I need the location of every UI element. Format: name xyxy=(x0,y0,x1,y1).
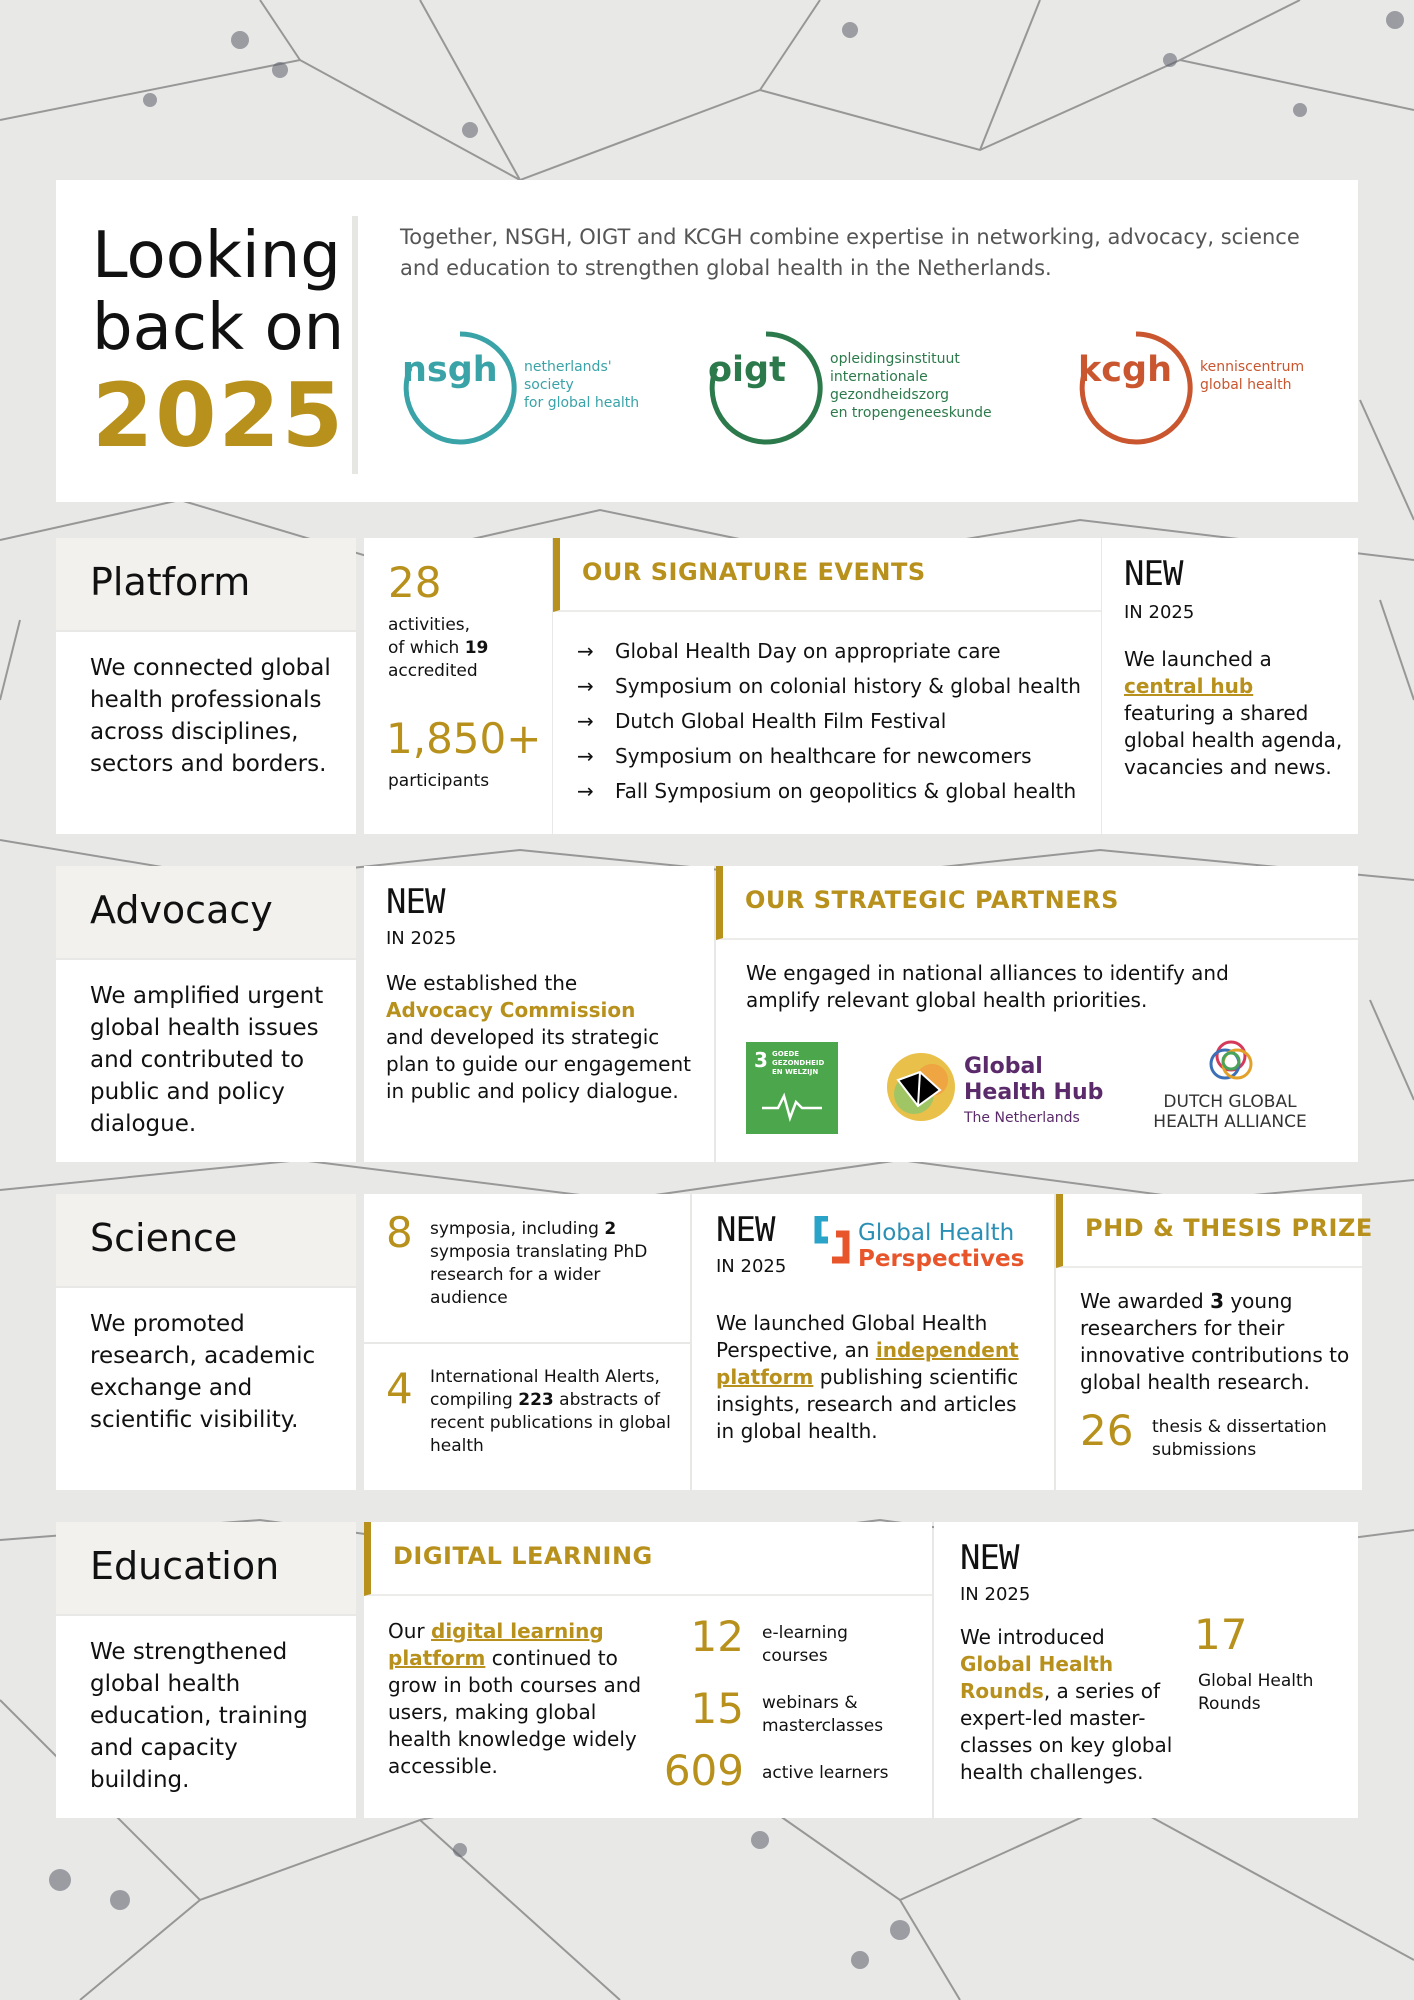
strategic-partners-title: OUR STRATEGIC PARTNERS xyxy=(745,886,1119,914)
ghp-text: We launched Global Health Perspective, an independent platform publishing scientific insights, research and articles in global health. xyxy=(716,1311,1019,1443)
sdg3-logo xyxy=(746,1042,838,1134)
science-heading: Science xyxy=(90,1216,238,1260)
global-health-hub-logo xyxy=(884,1050,1104,1130)
central-hub-text: We launched a central hub featuring a shared global health agenda, vacancies and news. xyxy=(1124,647,1343,779)
science-new-cell xyxy=(692,1194,1054,1490)
hero-intro: Together, NSGH, OIGT and KCGH combine expertise in networking, advocacy, science and education to strengthen global health in the Netherlands. xyxy=(400,225,1300,280)
new-label: NEW xyxy=(1124,554,1183,594)
platform-description: We connected global health professionals across disciplines, sectors and borders. xyxy=(90,655,331,777)
gh-rounds-highlight: Global Health Rounds xyxy=(960,1652,1114,1703)
dgha-name: DUTCH GLOBAL HEALTH ALLIANCE xyxy=(1153,1092,1307,1132)
oigt-acronym: oigt xyxy=(708,350,786,390)
advocacy-commission-text: We established the Advocacy Commission and developed its strategic plan to guide our engagement in public and policy dialogue. xyxy=(386,971,691,1103)
strategic-partners-cell xyxy=(716,866,1358,1162)
science-description-cell xyxy=(56,1288,356,1490)
learners-label: active learners xyxy=(762,1763,889,1783)
oigt-name: opleidingsinstituut internationale gezondheidszorg en tropengeneeskunde xyxy=(830,351,992,421)
digital-learning-title-band xyxy=(364,1522,932,1596)
kcgh-acronym: kcgh xyxy=(1078,350,1172,390)
science-heading-cell xyxy=(56,1194,356,1286)
alerts-stat-cell xyxy=(364,1344,690,1490)
learners-number: 609 xyxy=(663,1746,744,1795)
new-label: NEW xyxy=(960,1538,1019,1578)
symposia-label: symposia, including 2 symposia translating PhD research for a wider audience xyxy=(430,1219,648,1308)
new-label: NEW xyxy=(386,882,445,922)
alliance-rings-icon xyxy=(1204,1034,1258,1088)
ghp-name: Global Health Perspectives xyxy=(858,1220,1025,1272)
globe-network-icon xyxy=(884,1050,958,1124)
dutch-global-health-alliance-logo xyxy=(1140,1034,1320,1134)
digital-learning-title: DIGITAL LEARNING xyxy=(393,1542,653,1570)
arrow-right-icon: → xyxy=(577,639,594,663)
digital-learning-text: Our digital learning platform continued to grow in both courses and users, making global health knowledge widely accessible. xyxy=(388,1619,642,1778)
arrow-right-icon: → xyxy=(577,674,594,698)
kcgh-name: kenniscentrum global health xyxy=(1200,359,1305,393)
event-item: → Symposium on healthcare for newcomers xyxy=(577,739,1081,774)
event-item: → Symposium on colonial history & global health xyxy=(577,669,1081,704)
education-description: We strengthened global health education, training and capacity building. xyxy=(90,1639,308,1793)
title-line-2: back on xyxy=(92,291,345,365)
nsgh-acronym: nsgh xyxy=(402,350,498,390)
alerts-number: 4 xyxy=(386,1364,413,1413)
title-year: 2025 xyxy=(92,364,345,467)
nsgh-logo xyxy=(400,328,660,448)
sdg-text: GOEDE GEZONDHEID EN WELZIJN xyxy=(772,1050,825,1076)
ghh-subtitle: The Netherlands xyxy=(964,1110,1080,1126)
phd-prize-title: PHD & THESIS PRIZE xyxy=(1085,1214,1373,1242)
ghh-title: Global Health Hub xyxy=(964,1054,1104,1105)
heartbeat-icon xyxy=(760,1090,824,1122)
advocacy-heading-cell xyxy=(56,866,356,958)
arrow-right-icon: → xyxy=(577,744,594,768)
symposia-stat-cell xyxy=(364,1194,690,1342)
advocacy-heading: Advocacy xyxy=(90,888,273,932)
hero-divider xyxy=(352,216,358,474)
signature-events-title-band xyxy=(553,538,1101,612)
platform-heading: Platform xyxy=(90,560,251,604)
digital-learning-cell xyxy=(364,1522,932,1818)
advocacy-commission-highlight: Advocacy Commission xyxy=(386,998,636,1022)
activities-number: 28 xyxy=(388,558,442,607)
education-heading: Education xyxy=(90,1544,280,1588)
platform-new-cell xyxy=(1102,538,1358,834)
arrow-right-icon: → xyxy=(577,709,594,733)
participants-label: participants xyxy=(388,771,490,791)
kcgh-logo xyxy=(1076,328,1316,448)
digital-learning-platform-link[interactable]: digital learning platform xyxy=(388,1619,604,1670)
oigt-logo xyxy=(706,328,1046,448)
event-item: → Dutch Global Health Film Festival xyxy=(577,704,1081,739)
arrow-right-icon: → xyxy=(577,779,594,803)
elearning-label: e-learning courses xyxy=(762,1623,848,1666)
advocacy-description-cell xyxy=(56,960,356,1162)
phd-prize-text: We awarded 3 young researchers for their innovative contributions to global health research. xyxy=(1080,1289,1350,1394)
rounds-label: Global Health Rounds xyxy=(1198,1671,1314,1714)
rounds-number: 17 xyxy=(1194,1610,1248,1659)
thesis-label: thesis & dissertation submissions xyxy=(1152,1417,1327,1460)
signature-events-cell xyxy=(553,538,1101,834)
thesis-number: 26 xyxy=(1080,1406,1134,1455)
strategic-partners-text: We engaged in national alliances to identify and amplify relevant global health priorities. xyxy=(746,961,1229,1012)
webinars-label: webinars & masterclasses xyxy=(762,1693,884,1736)
new-year-label: IN 2025 xyxy=(716,1256,787,1277)
gh-rounds-text: We introduced Global Health Rounds, a series of expert-led master-classes on key global health challenges. xyxy=(960,1625,1173,1784)
new-label: NEW xyxy=(716,1210,775,1250)
event-item: → Fall Symposium on geopolitics & global health xyxy=(577,774,1081,809)
independent-platform-link[interactable]: independent platform xyxy=(716,1338,1019,1389)
global-health-perspectives-logo xyxy=(814,1216,1044,1272)
advocacy-description: We amplified urgent global health issues and contributed to public and policy dialogue. xyxy=(90,983,324,1137)
elearning-number: 12 xyxy=(690,1612,744,1661)
title-line-1: Looking xyxy=(92,219,341,293)
symposia-number: 8 xyxy=(386,1208,413,1257)
hero-card xyxy=(56,180,1358,502)
alerts-label: International Health Alerts, compiling 223 abstracts of recent publications in global health xyxy=(430,1367,671,1456)
phd-thesis-prize-cell xyxy=(1056,1194,1373,1490)
platform-heading-cell xyxy=(56,538,356,630)
platform-description-cell xyxy=(56,632,356,834)
event-item: → Global Health Day on appropriate care xyxy=(577,634,1081,669)
activities-label: activities, of which 19 accredited xyxy=(388,615,489,681)
advocacy-new-cell xyxy=(364,866,714,1162)
webinars-number: 15 xyxy=(690,1684,744,1733)
ghp-mark-icon xyxy=(814,1216,852,1266)
strategic-partners-title-band xyxy=(716,866,1358,940)
participants-number: 1,850+ xyxy=(386,714,542,763)
page-title xyxy=(92,220,344,364)
new-year-label: IN 2025 xyxy=(960,1584,1031,1605)
central-hub-link[interactable]: central hub xyxy=(1124,674,1254,698)
signature-events-title: OUR SIGNATURE EVENTS xyxy=(582,558,926,586)
science-description: We promoted research, academic exchange and scientific visibility. xyxy=(90,1311,316,1433)
education-description-cell xyxy=(56,1616,356,1818)
sdg-number: 3 xyxy=(754,1048,768,1072)
nsgh-name: netherlands' society for global health xyxy=(524,359,640,411)
new-year-label: IN 2025 xyxy=(1124,602,1195,623)
platform-stats-cell xyxy=(364,538,552,834)
signature-events-list xyxy=(577,634,1081,809)
education-new-cell xyxy=(934,1522,1358,1818)
new-year-label: IN 2025 xyxy=(386,928,457,949)
phd-prize-title-band xyxy=(1056,1194,1373,1268)
education-heading-cell xyxy=(56,1522,356,1614)
